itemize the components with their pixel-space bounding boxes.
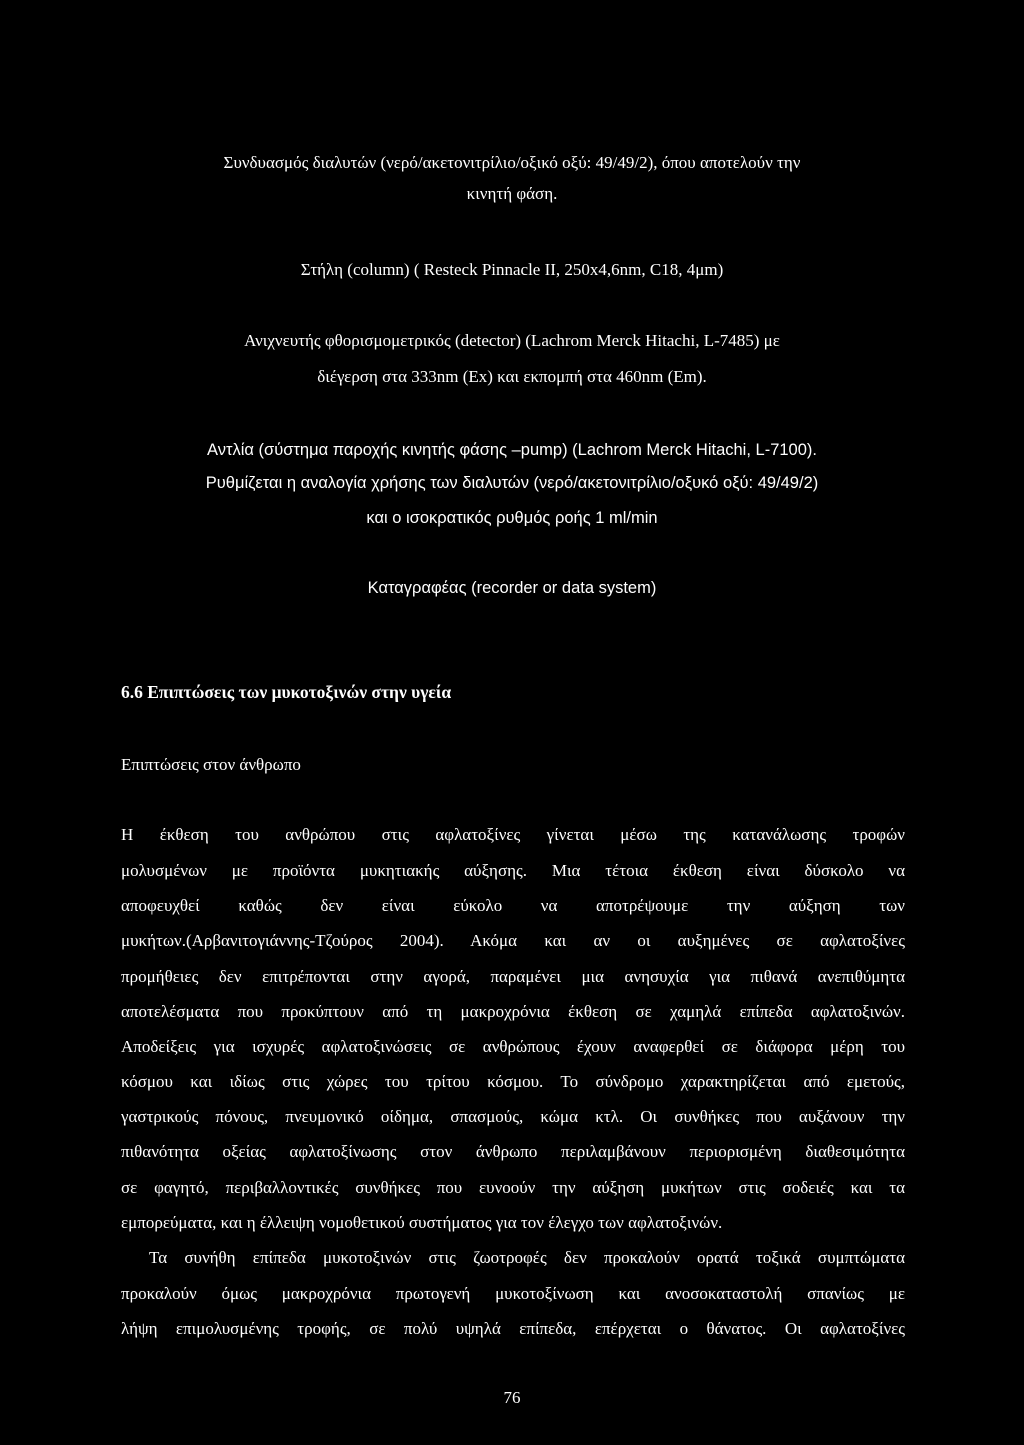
solvents-line-1: Συνδυασμός διαλυτών (νερό/ακετονιτρίλιο/οξικό οξύ: 49/49/2), όπου αποτελούν την — [223, 153, 801, 172]
paragraph-2-line-1: Τα συνήθη επίπεδα μυκοτοξινών στις ζωοτροφές δεν προκαλούν ορατά τοξικά συμπτώματα — [149, 1248, 905, 1267]
paragraph-1-line-8: κόσμου και ιδίως στις χώρες του τρίτου κόσμου. Το σύνδρομο χαρακτηρίζεται από εμετούς, — [121, 1072, 905, 1091]
pump-line-2: Ρυθμίζεται η αναλογία χρήσης των διαλυτών (νερό/ακετονιτρίλιο/οξυκό οξύ: 49/49/2) — [205, 474, 819, 492]
pump-line-3: και ο ισοκρατικός ρυθμός ροής 1 ml/min — [366, 509, 658, 527]
solvents-line-2: κινητή φάση. — [466, 184, 558, 203]
detector-line-2: διέγερση στα 333nm (Ex) και εκπομπή στα 460nm (Em). — [317, 367, 707, 386]
paragraph-1-line-5: προμήθειες δεν επιτρέπονται στην αγορά, παραμένει μια ανησυχία για πιθανά ανεπιθύμητα — [121, 967, 905, 986]
paragraph-1-line-7: Αποδείξεις για ισχυρές αφλατοξινώσεις σε ανθρώπους έχουν αναφερθεί σε διάφορα μέρη του — [121, 1037, 905, 1056]
paragraph-1-last-line: εμπορεύματα, και η έλλειψη νομοθετικού συστήματος για τον έλεγχο των αφλατοξινών. — [121, 1213, 723, 1232]
column-spec: Στήλη (column) ( Resteck Pinnacle II, 250x4,6nm, C18, 4μm) — [300, 260, 724, 279]
detector-line-1: Ανιχνευτής φθορισμομετρικός (detector) (Lachrom Merck Hitachi, L-7485) με — [244, 331, 780, 350]
paragraph-1-line-10: πιθανότητα οξείας αφλατοξίνωσης στον άνθρωπο περιλαμβάνουν περιορισμένη διαθεσιμότητα — [121, 1142, 905, 1161]
paragraph-1-line-9: γαστρικούς πόνους, πνευμονικό οίδημα, σπασμούς, κώμα κτλ. Οι συνθήκες που αυξάνουν την — [121, 1107, 905, 1126]
paragraph-1-line-4: μυκήτων.(Αρβανιτογιάννης-Τζούρος 2004). Ακόμα και αν οι αυξημένες σε αφλατοξίνες — [121, 931, 905, 950]
paragraph-1-line-6: αποτελέσματα που προκύπτουν από τη μακροχρόνια έκθεση σε χαμηλά επίπεδα αφλατοξινών. — [121, 1002, 905, 1021]
paragraph-2-line-3: λήψη επιμολυσμένης τροφής, σε πολύ υψηλά επίπεδα, επέρχεται ο θάνατος. Οι αφλατοξίνες — [121, 1319, 905, 1338]
paragraph-1-line-1: Η έκθεση του ανθρώπου στις αφλατοξίνες γίνεται μέσω της κατανάλωσης τροφών — [121, 825, 905, 844]
recorder-line: Καταγραφέας (recorder or data system) — [367, 579, 657, 597]
pump-line-1: Αντλία (σύστημα παροχής κινητής φάσης –pump) (Lachrom Merck Hitachi, L-7100). — [207, 441, 817, 459]
section-heading: 6.6 Επιπτώσεις των μυκοτοξινών στην υγεία — [121, 682, 452, 702]
paragraph-1-line-2: μολυσμένων με προϊόντα μυκητιακής αύξησης. Μια τέτοια έκθεση είναι δύσκολο να — [121, 861, 905, 880]
page-number: 76 — [503, 1388, 521, 1407]
paragraph-1-line-3: αποφευχθεί καθώς δεν είναι εύκολο να αποτρέψουμε την αύξηση των — [121, 896, 905, 915]
subheading: Επιπτώσεις στον άνθρωπο — [121, 755, 301, 774]
paragraph-1-line-11: σε φαγητό, περιβαλλοντικές συνθήκες που ευνοούν την αύξηση μυκήτων στις σοδειές και τα — [121, 1178, 905, 1197]
paragraph-2-line-2: προκαλούν όμως μακροχρόνια πρωτογενή μυκοτοξίνωση και ανοσοκαταστολή σπανίως με — [121, 1284, 905, 1303]
